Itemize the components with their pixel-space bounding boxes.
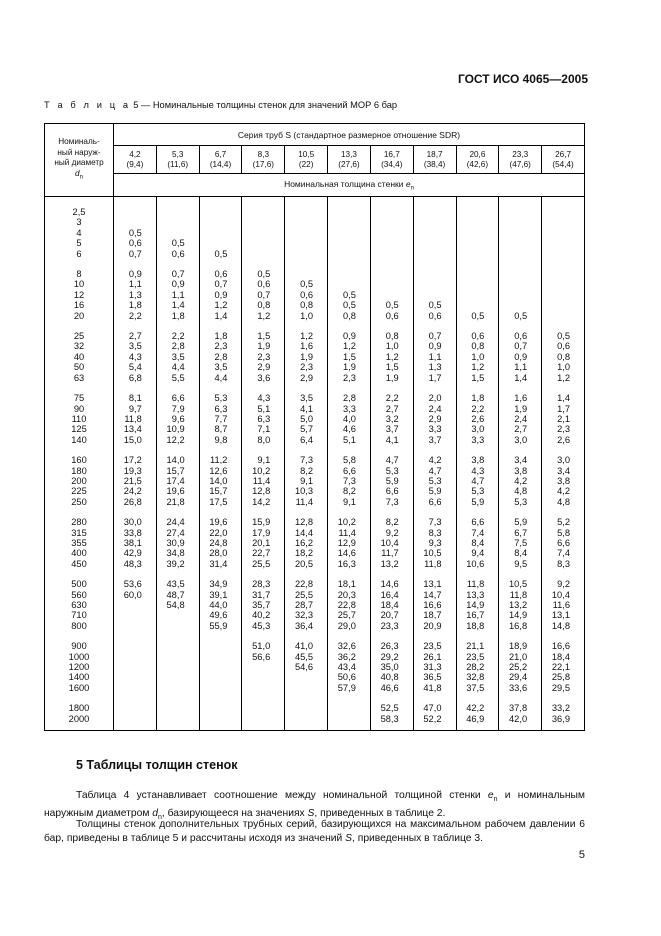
thickness-header: Номинальная толщина стенки $e_n$ xyxy=(114,174,585,197)
thickness-cell: 42,2 46,9 xyxy=(456,693,499,724)
thickness-cell: 0,5 0,5 0,8 xyxy=(328,259,371,321)
thickness-cell: 10,5 11,8 13,2 14,9 16,8 xyxy=(499,569,542,631)
thickness-cell: 8,1 9,7 11,8 13,4 15,0 xyxy=(114,383,157,445)
thickness-cell: 3,5 4,1 5,0 5,7 6,4 xyxy=(285,383,328,445)
thickness-cell xyxy=(542,259,585,321)
thickness-cell: 14,0 15,7 17,4 19,6 21,8 xyxy=(156,445,199,507)
thickness-cell: 16,6 18,4 22,1 25,8 29,5 xyxy=(542,631,585,693)
series-col-header: 13,3 (27,6) xyxy=(328,146,371,174)
thickness-cell: 5,2 5,8 6,6 7,4 8,3 xyxy=(542,507,585,569)
thickness-cell xyxy=(199,631,242,693)
caption-text: 5 — Номинальные толщины стенок для значений МОР 6 бар xyxy=(133,100,398,110)
thickness-cell: 22,8 25,5 28,7 32,3 36,4 xyxy=(285,569,328,631)
thickness-cell: 1,4 1,7 2,1 2,3 2,6 xyxy=(542,383,585,445)
thickness-cell: 0,5 0,6 0,7 xyxy=(114,197,157,260)
thickness-cell: 2,7 3,5 4,3 5,4 6,8 xyxy=(114,321,157,383)
thickness-cell: 37,8 42,0 xyxy=(499,693,542,724)
series-col-header: 26,7 (54,4) xyxy=(542,146,585,174)
diameter-cell: 280 315 355 400 450 xyxy=(45,507,114,569)
paragraph-1: Таблица 4 устанавливает соотношение между номинальной толщиной стенки $e_n$ и номинальным наружным диаметром $d_n$, базирующееся на значениях S, приведенных в таблице 2. xyxy=(44,790,585,822)
thickness-cell xyxy=(114,631,157,693)
thickness-cell: 1,8 2,2 2,6 3,0 3,3 xyxy=(456,383,499,445)
thickness-cell: 18,9 21,0 25,2 29,4 33,6 xyxy=(499,631,542,693)
thickness-cell: 0,6 0,8 1,0 1,2 1,5 xyxy=(456,321,499,383)
thickness-cell xyxy=(285,197,328,260)
thickness-cell xyxy=(413,197,456,260)
thickness-cell: 23,5 26,1 31,3 36,5 41,8 xyxy=(413,631,456,693)
thickness-cell: 9,2 10,4 11,6 13,1 14,8 xyxy=(542,569,585,631)
thickness-cell xyxy=(156,693,199,724)
series-col-header: 6,7 (14,4) xyxy=(199,146,242,174)
thickness-cell: 0,5 0,6 xyxy=(413,259,456,321)
diameter-cell: 8 10 12 16 20 xyxy=(45,259,114,321)
diameter-header: Номиналь- ный наруж- ный диаметр $d_n$ xyxy=(45,124,114,197)
diameter-cell: 900 1000 1200 1400 1600 xyxy=(45,631,114,693)
thickness-cell: 1,6 1,9 2,4 2,7 3,0 xyxy=(499,383,542,445)
series-col-header: 16,7 (34,4) xyxy=(370,146,413,174)
standard-header: ГОСТ ИСО 4065—2005 xyxy=(457,72,588,86)
thickness-cell: 6,6 7,4 8,4 9,4 10,6 xyxy=(456,507,499,569)
thickness-cell xyxy=(328,693,371,724)
thickness-cell: 24,4 27,4 30,9 34,8 39,2 xyxy=(156,507,199,569)
diameter-cell: 500 560 630 710 800 xyxy=(45,569,114,631)
thickness-cell: 0,6 0,7 0,9 1,1 1,4 xyxy=(499,321,542,383)
thickness-cell: 5,3 6,3 7,7 8,7 9,8 xyxy=(199,383,242,445)
table-row-group xyxy=(45,693,585,724)
thickness-cell: 14,6 16,4 18,4 20,7 23,3 xyxy=(370,569,413,631)
thickness-cell: 1,2 1,6 1,9 2,3 2,9 xyxy=(285,321,328,383)
thickness-cell: 0,9 1,1 1,3 1,8 2,2 xyxy=(114,259,157,321)
thickness-cell: 3,4 3,8 4,2 4,8 5,3 xyxy=(499,445,542,507)
thickness-cell: 28,3 31,7 35,7 40,2 45,3 xyxy=(242,569,285,631)
thickness-cell: 17,2 19,3 21,5 24,2 26,8 xyxy=(114,445,157,507)
table-caption xyxy=(44,100,397,110)
thickness-cell xyxy=(114,693,157,724)
thickness-cell: 41,0 45,5 54,6 xyxy=(285,631,328,693)
thickness-cell: 8,2 9,2 10,4 11,7 13,2 xyxy=(370,507,413,569)
series-col-header: 5,3 (11,6) xyxy=(156,146,199,174)
thickness-cell xyxy=(199,693,242,724)
series-col-header: 18,7 (38,4) xyxy=(413,146,456,174)
thickness-cell xyxy=(285,693,328,724)
thickness-cell: 53,6 60,0 xyxy=(114,569,157,631)
table-row-group xyxy=(45,383,585,445)
thickness-cell: 47,0 52,2 xyxy=(413,693,456,724)
paragraph-2: Толщины стенок дополнительных трубных серий, базирующихся на максимальном рабочем давлении 6 бар, приведены в таблице 5 и рассчитаны исходя из значений S, приведенных в таблице 3. xyxy=(44,819,585,844)
thickness-cell: 3,8 4,3 4,7 5,3 5,9 xyxy=(456,445,499,507)
thickness-cell: 15,9 17,9 20,1 22,7 25,5 xyxy=(242,507,285,569)
diameter-cell: 75 90 110 125 140 xyxy=(45,383,114,445)
thickness-cell: 0,7 0,9 1,1 1,4 1,8 xyxy=(156,259,199,321)
table-row-group xyxy=(45,321,585,383)
table-row-group xyxy=(45,507,585,569)
thickness-cell: 9,1 10,2 11,4 12,8 14,2 xyxy=(242,445,285,507)
thickness-cell: 30,0 33,8 38,1 42,9 48,3 xyxy=(114,507,157,569)
thickness-cell: 0,5 xyxy=(499,259,542,321)
thickness-cell: 3,0 3,4 3,8 4,2 4,8 xyxy=(542,445,585,507)
thickness-cell: 21,1 23,5 28,2 32,8 37,5 xyxy=(456,631,499,693)
thickness-cell: 2,0 2,4 2,9 3,3 3,7 xyxy=(413,383,456,445)
thickness-cell: 0,5 xyxy=(456,259,499,321)
thickness-cell: 12,8 14,4 16,2 18,2 20,5 xyxy=(285,507,328,569)
thickness-cell: 2,2 2,8 3,5 4,4 5,5 xyxy=(156,321,199,383)
thickness-cell: 0,5 0,6 0,7 0,8 1,2 xyxy=(242,259,285,321)
diameter-cell: 1800 2000 xyxy=(45,693,114,724)
page-number: 5 xyxy=(578,849,585,861)
thickness-cell: 4,2 4,7 5,3 5,9 6,6 xyxy=(413,445,456,507)
thickness-cell: 0,9 1,2 1,5 1,9 2,3 xyxy=(328,321,371,383)
thickness-cell: 7,3 8,3 9,3 10,5 11,8 xyxy=(413,507,456,569)
thickness-cell: 0,5 0,6 0,8 1,0 1,2 xyxy=(542,321,585,383)
thickness-cell: 0,6 0,7 0,9 1,2 1,4 xyxy=(199,259,242,321)
wall-thickness-table xyxy=(44,123,585,731)
thickness-cell: 2,8 3,3 4,0 4,6 5,1 xyxy=(328,383,371,445)
table-row-group xyxy=(45,259,585,321)
thickness-cell: 10,2 11,4 12,9 14,6 16,3 xyxy=(328,507,371,569)
thickness-cell xyxy=(499,197,542,260)
table-row-group xyxy=(45,569,585,631)
thickness-cell: 0,5 0,6 xyxy=(370,259,413,321)
thickness-cell: 2,2 2,7 3,2 3,7 4,1 xyxy=(370,383,413,445)
series-col-header: 4,2 (9,4) xyxy=(114,146,157,174)
thickness-cell: 1,5 1,9 2,3 2,9 3,6 xyxy=(242,321,285,383)
thickness-cell: 6,6 7,9 9,6 10,9 12,2 xyxy=(156,383,199,445)
thickness-cell: 1,8 2,3 2,8 3,5 4,4 xyxy=(199,321,242,383)
thickness-cell: 4,7 5,3 5,9 6,6 7,3 xyxy=(370,445,413,507)
table-row-group xyxy=(45,197,585,260)
thickness-cell: 33,2 36,9 xyxy=(542,693,585,724)
thickness-cell: 5,8 6,6 7,3 8,2 9,1 xyxy=(328,445,371,507)
thickness-cell xyxy=(328,197,371,260)
series-col-header: 23,3 (47,6) xyxy=(499,146,542,174)
thickness-cell: 18,1 20,3 22,8 25,7 29,0 xyxy=(328,569,371,631)
thickness-cell: 43,5 48,7 54,8 xyxy=(156,569,199,631)
thickness-cell: 4,3 5,1 6,3 7,1 8,0 xyxy=(242,383,285,445)
series-col-header: 10,5 (22) xyxy=(285,146,328,174)
series-header: Серия труб S (стандартное размерное отношение SDR) xyxy=(114,124,585,146)
thickness-cell: 5,9 6,7 7,5 8,4 9,5 xyxy=(499,507,542,569)
thickness-cell xyxy=(156,631,199,693)
diameter-cell: 25 32 40 50 63 xyxy=(45,321,114,383)
thickness-cell xyxy=(370,197,413,260)
caption-prefix: Т а б л и ц а xyxy=(44,100,131,110)
series-col-header: 8,3 (17,6) xyxy=(242,146,285,174)
thickness-cell: 13,1 14,7 16,6 18,7 20,9 xyxy=(413,569,456,631)
thickness-cell: 0,7 0,9 1,1 1,3 1,7 xyxy=(413,321,456,383)
diameter-cell: 160 180 200 225 250 xyxy=(45,445,114,507)
thickness-cell: 0,5 0,6 0,8 1,0 xyxy=(285,259,328,321)
thickness-cell: 51,0 56,6 xyxy=(242,631,285,693)
diameter-cell: 2,5 3 4 5 6 xyxy=(45,197,114,260)
thickness-cell: 7,3 8,2 9,1 10,3 11,4 xyxy=(285,445,328,507)
table-row-group xyxy=(45,631,585,693)
thickness-cell xyxy=(542,197,585,260)
thickness-cell: 32,6 36,2 43,4 50,6 57,9 xyxy=(328,631,371,693)
thickness-cell: 0,5 xyxy=(199,197,242,260)
thickness-cell: 11,2 12,6 14,0 15,7 17,5 xyxy=(199,445,242,507)
thickness-cell: 0,5 0,6 xyxy=(156,197,199,260)
thickness-cell: 34,9 39,1 44,0 49,6 55,9 xyxy=(199,569,242,631)
series-col-header: 20,6 (42,6) xyxy=(456,146,499,174)
thickness-cell: 11,8 13,3 14,9 16,7 18,8 xyxy=(456,569,499,631)
thickness-cell: 52,5 58,3 xyxy=(370,693,413,724)
thickness-cell: 19,6 22,0 24,8 28,0 31,4 xyxy=(199,507,242,569)
section-title: 5 Таблицы толщин стенок xyxy=(76,758,238,772)
thickness-cell: 0,8 1,0 1,2 1,5 1,9 xyxy=(370,321,413,383)
thickness-cell xyxy=(242,197,285,260)
thickness-cell: 26,3 29,2 35,0 40,8 46,6 xyxy=(370,631,413,693)
thickness-cell xyxy=(242,693,285,724)
table-row-group xyxy=(45,445,585,507)
thickness-cell xyxy=(456,197,499,260)
